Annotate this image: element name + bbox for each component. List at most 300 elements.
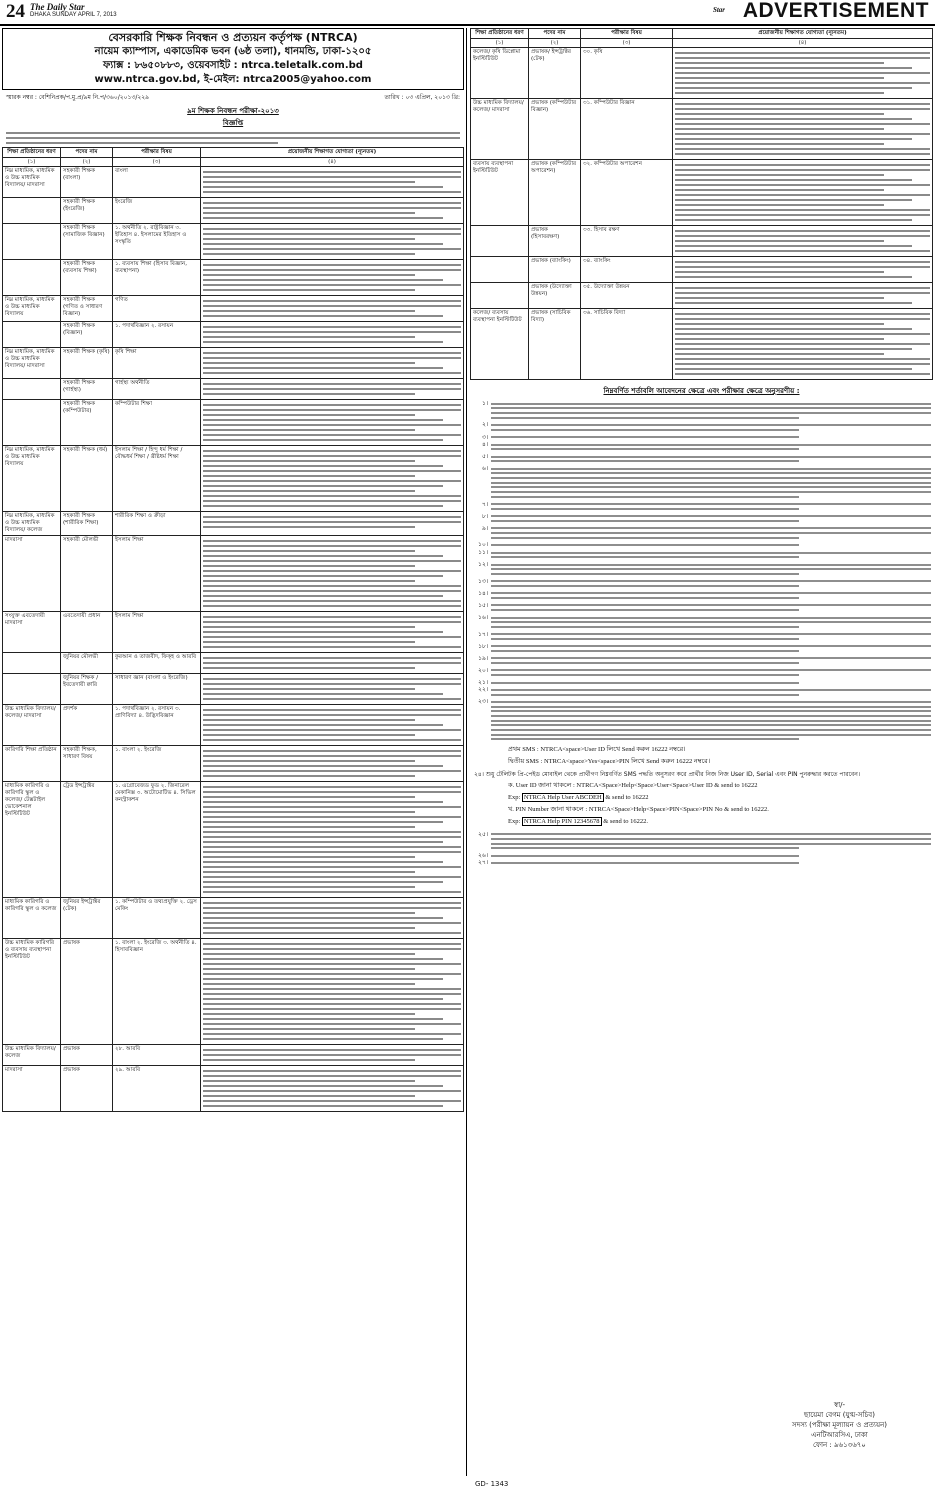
rule-item <box>474 441 931 453</box>
row-post: জুনিয়র ইন্সট্রাক্টর (টেক) <box>61 898 113 939</box>
table-row <box>3 939 464 1045</box>
sms-first: প্রথম SMS : NTRCA<space>User ID লিখে Send করুন 16222 নম্বরে। <box>508 746 686 754</box>
table-row <box>3 348 464 379</box>
row-post: প্রভাষক (কম্পিউটার বিজ্ঞান) <box>529 99 581 160</box>
rule-text <box>491 643 931 655</box>
row-subject: ১. বাংলা ২. ইংরেজি <box>113 746 201 782</box>
row-institution: নিম্ন মাধ্যমিক, মাধ্যমিক ও উচ্চ মাধ্যমিক বিদ্যালয় <box>3 296 61 322</box>
rule-item <box>474 400 931 421</box>
left-column <box>2 28 464 1112</box>
row-post: প্রভাষক (উদ্যোক্তা উন্নয়ন) <box>529 283 581 309</box>
table-row <box>471 309 933 380</box>
memo-line <box>2 90 464 105</box>
qualification-text-lines <box>675 261 930 278</box>
table-row <box>3 1045 464 1066</box>
row-subject: ১. পদার্থবিজ্ঞান ২. রসায়ন ৩. প্রাণিবিদ্যা ৪. উদ্ভিদবিজ্ঞান <box>113 705 201 746</box>
rule-number: ২০। <box>478 666 488 674</box>
rule-item <box>474 679 931 686</box>
signature-block <box>792 1400 887 1450</box>
row-post: জুনিয়র মৌলভী <box>61 653 113 674</box>
row-post: জুনিয়র শিক্ষক / ইবতেদায়ী ক্বারি <box>61 674 113 705</box>
qualification-text-lines <box>203 228 461 255</box>
qualification-text-lines <box>203 678 461 700</box>
row-post: সহকারী শিক্ষক (বিজ্ঞান) <box>61 322 113 348</box>
col-num-3: (৩) <box>113 158 201 167</box>
row-institution: কলেজ/ কৃষি ডিপ্লোমা ইনস্টিটিউট <box>471 48 529 99</box>
rule-text <box>491 561 931 578</box>
qualification-text-lines <box>675 230 930 252</box>
col-institution: শিক্ষা প্রতিষ্ঠানের ধরণ <box>471 29 529 39</box>
qualification-text-lines <box>203 657 461 669</box>
table-row <box>3 379 464 400</box>
rule-number: ১১। <box>478 548 488 556</box>
left-post-table <box>2 147 464 1112</box>
rule-text <box>491 441 931 453</box>
row-subject: ৩৪. ব্যাংকিং <box>581 257 673 283</box>
qualification-text-lines <box>203 202 461 219</box>
row-subject: ১. বাংলা ২. ইংরেজি ৩. অর্থনীতি ৪. হিসাববিজ্ঞান <box>113 939 201 1045</box>
rule-number: ২৩। <box>478 698 488 706</box>
rule-number: ৮। <box>481 512 488 520</box>
row-subject: ইংরেজি <box>113 198 201 224</box>
sms-pin: খ. PIN Number জানা থাকলে : NTRCA<Space>Help<Space>PIN<Space>PIN No & send to 16222. <box>508 805 769 813</box>
col-subject: পরীক্ষার বিষয় <box>581 29 673 39</box>
row-subject: ১. অর্থনীতি ২. রাষ্ট্রবিজ্ঞান ৩. ইতিহাস ৪. ইসলামের ইতিহাস ও সংস্কৃতি <box>113 224 201 260</box>
row-institution <box>471 257 529 283</box>
table-row <box>3 653 464 674</box>
rule-text <box>491 631 931 643</box>
qualification-text-lines <box>203 750 461 777</box>
row-post: প্রভাষক <box>61 1045 113 1066</box>
row-institution <box>3 653 61 674</box>
memo-number: স্মারক নম্বর : বেশিনিপ্রক/প.মু.প্র/৯ম নি.প/৩৬০/২০১৩/২২৯ <box>6 94 150 101</box>
row-qualification <box>201 536 464 612</box>
signatory-role: সদস্য (পরীক্ষা মূল্যায়ন ও প্রত্যয়ন) <box>791 1421 887 1429</box>
row-post: সহকারী শিক্ষক (সামাজিক বিজ্ঞান) <box>61 224 113 260</box>
row-post: সহকারী শিক্ষক (ইংরেজি) <box>61 198 113 224</box>
table-row <box>3 296 464 322</box>
rule-number: ৫। <box>481 452 488 460</box>
qualification-text-lines <box>675 287 930 304</box>
org-contact: ফ্যাক্স : ৮৬৫০৮৮৩, ওয়েবসাইট : ntrca.teletalk.com.bd <box>103 60 363 71</box>
row-post: প্রভাষক (সাচিবিক বিদ্যা) <box>529 309 581 380</box>
org-name: বেসরকারি শিক্ষক নিবন্ধন ও প্রত্যয়ন কর্তৃপক্ষ (NTRCA) <box>108 31 358 44</box>
row-subject: ৩২. কম্পিউটার অপারেশন <box>581 160 673 226</box>
row-qualification <box>201 746 464 782</box>
table-row <box>471 257 933 283</box>
row-institution: নিম্ন মাধ্যমিক, মাধ্যমিক ও উচ্চ মাধ্যমিক বিদ্যালয়/ কলেজ <box>3 512 61 536</box>
col-qualification: প্রয়োজনীয় শিক্ষাগত যোগ্যতা (ন্যূনতম) <box>673 29 933 39</box>
row-institution <box>3 674 61 705</box>
rule-number: ৩। <box>481 433 488 441</box>
row-institution: উচ্চ মাধ্যমিক বিদ্যালয়/ কলেজ/ মাদরাসা <box>3 705 61 746</box>
row-qualification <box>201 224 464 260</box>
intro-text-lines <box>6 132 460 144</box>
col-qualification: প্রয়োজনীয় শিক্ষাগত যোগ্যতা (ন্যূনতম) <box>201 148 464 158</box>
row-qualification <box>201 296 464 322</box>
table-row <box>3 198 464 224</box>
qualification-text-lines <box>203 540 461 607</box>
row-subject: ৩১. কম্পিউটার বিজ্ঞান <box>581 99 673 160</box>
rule-item <box>474 614 931 631</box>
notice-intro <box>2 132 464 144</box>
notice-label: বিজ্ঞপ্তি <box>222 119 244 127</box>
row-qualification <box>201 612 464 653</box>
rule-text <box>491 686 931 698</box>
row-subject: ১. ব্যবসায় শিক্ষা (হিসাব বিজ্ঞান, ব্যবস্থাপনা) <box>113 260 201 296</box>
qualification-text-lines <box>203 1049 461 1061</box>
rule-number: ১২। <box>478 560 488 568</box>
qualification-text-lines <box>203 352 461 374</box>
row-subject: গণিত <box>113 296 201 322</box>
row-post: সহকারী শিক্ষক (কম্পিউটার) <box>61 400 113 446</box>
row-post: প্রভাষক (ব্যাংকিং) <box>529 257 581 283</box>
table-row <box>471 283 933 309</box>
row-subject: ৩০. কৃষি <box>581 48 673 99</box>
rule-item <box>474 421 931 433</box>
rule-number: ৯। <box>481 524 488 532</box>
rule-number: ১৭। <box>478 630 488 638</box>
row-post: সহকারী শিক্ষক (বাংলা) <box>61 167 113 198</box>
rule-item <box>474 549 931 561</box>
row-institution: সংযুক্ত এবতেদায়ী মাদরাসা <box>3 612 61 653</box>
rule-text <box>491 590 931 602</box>
table-row <box>3 898 464 939</box>
row-institution: উচ্চ মাধ্যমিক কারিগরি ও ব্যবসায় ব্যবস্থাপনা ইনস্টিটিউট <box>3 939 61 1045</box>
rule-text <box>491 602 931 614</box>
row-post: সহকারী শিক্ষক (শারীরিক শিক্ষা) <box>61 512 113 536</box>
rule-text <box>491 852 931 859</box>
row-subject: ইসলাম শিক্ষা <box>113 536 201 612</box>
sms-userid-example-suffix: & send to 16222 <box>603 793 649 801</box>
rule-number: ১৪। <box>478 589 488 597</box>
right-table-body <box>471 48 933 380</box>
rule-number: ১০। <box>478 541 488 549</box>
table-row <box>3 782 464 898</box>
exam-title: ৯ম শিক্ষক নিবন্ধন পরীক্ষা-২০১৩ <box>187 107 279 115</box>
rule-text <box>491 465 931 501</box>
row-institution: উচ্চ মাধ্যমিক বিদ্যালয়/ কলেজ/ মাদরাসা <box>471 99 529 160</box>
rule-item <box>474 501 931 513</box>
table-row <box>3 705 464 746</box>
rule-text <box>491 679 931 686</box>
section-title: ADVERTISEMENT <box>742 0 929 22</box>
table-row <box>3 260 464 296</box>
row-subject: ১. পদার্থবিজ্ঞান ২. রসায়ন <box>113 322 201 348</box>
row-subject: ইসলাম শিক্ষা <box>113 612 201 653</box>
rule-item <box>474 602 931 614</box>
rule-number: ১৩। <box>478 577 488 585</box>
rule-item <box>474 655 931 667</box>
row-qualification <box>201 898 464 939</box>
rule-item <box>474 686 931 698</box>
rule-number: ১৬। <box>478 613 488 621</box>
sms-pin-example <box>508 817 931 827</box>
right-column <box>470 28 933 867</box>
col-num-4: (৪) <box>673 39 933 48</box>
rule-item <box>474 453 931 465</box>
rules-title: নিম্নবর্ণিত শর্তাবলি আবেদনের ক্ষেত্রে এবং পরীক্ষার ক্ষেত্রে অনুসরণীয় : <box>603 387 800 395</box>
row-qualification <box>673 309 933 380</box>
rule-number: ২৬। <box>478 852 488 859</box>
rule-number: ১৫। <box>478 601 488 609</box>
row-institution <box>471 283 529 309</box>
rule-text <box>491 400 931 421</box>
row-institution: মাধ্যমিক কারিগরি ও কারিগরি স্কুল ও কলেজ/ টেক্সটাইল ভোকেশনাল ইনস্টিটিউট <box>3 782 61 898</box>
qualification-text-lines <box>203 300 461 317</box>
left-table-body <box>3 167 464 1112</box>
row-post: সহকারী শিক্ষক, সাধারণ বিষয় <box>61 746 113 782</box>
rule-text <box>491 541 931 548</box>
row-qualification <box>673 226 933 257</box>
row-subject: কুরআন ও তাজবীদ, ফিক্হ ও আরবি <box>113 653 201 674</box>
sms-pin-example-code: NTRCA Help PIN 12345678 <box>523 817 600 825</box>
org-address: নায়েম ক্যাম্পাস, একাডেমিক ভবন (৬ষ্ঠ তলা), ধানমন্ডি, ঢাকা-১২০৫ <box>94 46 372 57</box>
row-post: সহকারী মৌলভী <box>61 536 113 612</box>
qualification-text-lines <box>203 404 461 441</box>
row-institution: ব্যবসায় ব্যবস্থাপনা ইনস্টিটিউট <box>471 160 529 226</box>
row-post: প্রদর্শক <box>61 705 113 746</box>
row-qualification <box>673 257 933 283</box>
row-institution: মাদরাসা <box>3 536 61 612</box>
col-post: পদের নাম <box>529 29 581 39</box>
sms-second: দ্বিতীয় SMS : NTRCA<space>Yes<space>PIN লিখে Send করুন 16222 নম্বরে। <box>508 758 711 766</box>
qualification-text-lines <box>203 383 461 395</box>
row-subject: ২৮. আরবি <box>113 1045 201 1066</box>
rule-text <box>491 655 931 667</box>
rule-number: ৭। <box>481 500 488 508</box>
row-subject: ৩৫. উদ্যোক্তা উন্নয়ন <box>581 283 673 309</box>
rule-text <box>491 434 931 441</box>
rule-item <box>474 698 931 743</box>
row-institution <box>3 322 61 348</box>
row-institution: নিম্ন মাধ্যমিক, মাধ্যমিক ও উচ্চ মাধ্যমিক বিদ্যালয় <box>3 446 61 512</box>
sms-block <box>470 745 933 867</box>
table-row <box>3 512 464 536</box>
row-qualification <box>201 674 464 705</box>
sms-userid-example-prefix: Exp: <box>508 793 522 801</box>
col-post: পদের নাম <box>61 148 113 158</box>
table-row <box>471 226 933 257</box>
qualification-text-lines <box>675 313 930 375</box>
qualification-text-lines <box>203 616 461 648</box>
row-qualification <box>201 1045 464 1066</box>
newspaper-name: The Daily Star <box>30 2 85 12</box>
rule-number: ৪। <box>481 440 488 448</box>
page-number: 24 <box>6 1 25 22</box>
rule-text <box>491 698 931 743</box>
sms-userid-example <box>508 793 931 803</box>
row-post: এবতেদায়ী প্রধান <box>61 612 113 653</box>
qualification-text-lines <box>675 164 930 221</box>
table-row <box>3 746 464 782</box>
table-row <box>3 167 464 198</box>
table-row <box>3 612 464 653</box>
sms-pin-example-prefix: Exp: <box>508 817 522 825</box>
rule-number: ২৭। <box>478 859 488 867</box>
gd-code: GD- 1343 <box>475 1480 509 1488</box>
row-post: সহকারী শিক্ষক (গণিত ও সাধারণ বিজ্ঞান) <box>61 296 113 322</box>
col-num-2: (২) <box>529 39 581 48</box>
row-institution: কলেজ/ ব্যবসায় ব্যবস্থাপনা ইনস্টিটিউট <box>471 309 529 380</box>
rule-text <box>491 578 931 590</box>
row-qualification <box>201 379 464 400</box>
col-subject: পরীক্ষার বিষয় <box>113 148 201 158</box>
sms-userid-example-code: NTRCA Help User ABCDEH <box>523 793 602 801</box>
row-qualification <box>201 198 464 224</box>
row-institution <box>3 198 61 224</box>
qualification-text-lines <box>675 103 930 155</box>
row-qualification <box>201 167 464 198</box>
row-post: সহকারী শিক্ষক (ব্যবসায় শিক্ষা) <box>61 260 113 296</box>
rule-item <box>474 513 931 525</box>
table-row <box>3 536 464 612</box>
row-qualification <box>201 782 464 898</box>
row-post: সহকারী শিক্ষক (গার্হস্থ্য) <box>61 379 113 400</box>
row-qualification <box>673 48 933 99</box>
row-subject: ৩৩. হিসাব রক্ষণ <box>581 226 673 257</box>
qualification-text-lines <box>203 450 461 507</box>
qualification-text-lines <box>675 52 930 94</box>
row-subject: ১. কম্পিউটার ও তথ্যপ্রযুক্তি ২. ড্রেস মেকিং <box>113 898 201 939</box>
rule-number: ১। <box>481 400 488 407</box>
qualification-text-lines <box>203 709 461 741</box>
row-qualification <box>201 1066 464 1112</box>
table-row <box>3 446 464 512</box>
table-row <box>3 224 464 260</box>
row-qualification <box>201 322 464 348</box>
rule-item <box>474 434 931 441</box>
rule-item <box>474 561 931 578</box>
qualification-text-lines <box>203 902 461 934</box>
rule-text <box>491 614 931 631</box>
rule-number: ৬। <box>481 465 488 473</box>
rule-item <box>474 643 931 655</box>
row-subject: কম্পিউটার শিক্ষা <box>113 400 201 446</box>
row-post: প্রভাষক <box>61 1066 113 1112</box>
signatory-name: ছায়েমা বেগম (যুগ্ম-সচিব) <box>804 1411 875 1419</box>
rule-item <box>474 667 931 679</box>
row-qualification <box>201 939 464 1045</box>
row-post: সহকারী শিক্ষক (কৃষি) <box>61 348 113 379</box>
qualification-text-lines <box>203 516 461 528</box>
row-post: প্রভাষক/ ইন্সট্রাক্টর (টেক) <box>529 48 581 99</box>
rule-27 <box>474 859 931 866</box>
row-qualification <box>673 160 933 226</box>
signature-mark: স্বা/- <box>833 1401 846 1409</box>
qualification-text-lines <box>203 171 461 193</box>
sms-rule <box>474 771 931 778</box>
qualification-text-lines <box>203 1070 461 1107</box>
org-web: www.ntrca.gov.bd, ই-মেইল: ntrca2005@yahoo.com <box>94 74 372 85</box>
newspaper-masthead <box>0 0 935 26</box>
rule-25 <box>474 831 931 852</box>
row-institution <box>3 400 61 446</box>
table-row <box>471 160 933 226</box>
table-row <box>3 674 464 705</box>
table-row <box>3 322 464 348</box>
star-mark: Star <box>712 6 725 14</box>
row-institution: নিম্ন মাধ্যমিক, মাধ্যমিক ও উচ্চ মাধ্যমিক বিদ্যালয়/ মাদরাসা <box>3 167 61 198</box>
row-qualification <box>201 260 464 296</box>
rule-item <box>474 590 931 602</box>
row-post: প্রভাষক (কম্পিউটার অপারেশন) <box>529 160 581 226</box>
row-subject: সাধারণ জ্ঞান (বাংলা ও ইংরেজি) <box>113 674 201 705</box>
row-institution: মাদরাসা <box>3 1066 61 1112</box>
rule-text <box>491 421 931 433</box>
row-institution <box>471 226 529 257</box>
rule-text <box>491 453 931 465</box>
row-qualification <box>201 705 464 746</box>
row-institution <box>3 379 61 400</box>
rule-text <box>491 513 931 525</box>
qualification-text-lines <box>203 943 461 1040</box>
row-institution: কারিগরি শিক্ষা প্রতিষ্ঠান <box>3 746 61 782</box>
signatory-phone: ফোন : ৯৬১৩৬৭০ <box>813 1441 866 1449</box>
col-institution: শিক্ষা প্রতিষ্ঠানের ধরণ <box>3 148 61 158</box>
rule-text <box>491 859 931 866</box>
qualification-text-lines <box>203 326 461 343</box>
col-num-3: (৩) <box>581 39 673 48</box>
row-post: ট্রেড ইন্সট্রাক্টর <box>61 782 113 898</box>
row-subject: বাংলা <box>113 167 201 198</box>
sms-userid: ক. User ID জানা থাকলে : NTRCA<Space>Help<Space>User<Space>User ID & send to 16222 <box>508 781 758 789</box>
table-row <box>3 1066 464 1112</box>
rule-number: ১৮। <box>478 642 488 650</box>
right-post-table <box>470 28 933 380</box>
dateline: DHAKA SUNDAY APRIL 7, 2013 <box>30 12 117 18</box>
notice-header <box>2 28 464 90</box>
rule-item <box>474 465 931 501</box>
rule-number: ১৯। <box>478 654 488 662</box>
rule-number: ২৫। <box>478 830 488 838</box>
rule-item <box>474 541 931 548</box>
row-subject: ইসলাম শিক্ষা / হিন্দু ধর্ম শিক্ষা / বৌদ্ধধর্ম শিক্ষা / খ্রীষ্টধর্ম শিক্ষা <box>113 446 201 512</box>
rule-text <box>491 525 931 542</box>
row-qualification <box>201 512 464 536</box>
rule-text <box>491 831 931 852</box>
col-num-4: (৪) <box>201 158 464 167</box>
row-institution: নিম্ন মাধ্যমিক, মাধ্যমিক ও উচ্চ মাধ্যমিক বিদ্যালয়/ মাদরাসা <box>3 348 61 379</box>
row-subject: ৩৬. সাচিবিক বিদ্যা <box>581 309 673 380</box>
row-post: সহকারী শিক্ষক (ধর্ম) <box>61 446 113 512</box>
row-subject: গার্হস্থ্য অর্থনীতি <box>113 379 201 400</box>
rule-text <box>491 501 931 513</box>
memo-date: তারিখ : ০৩ এপ্রিল, ২০১৩ খ্রি: <box>384 94 460 101</box>
row-institution: উচ্চ মাধ্যমিক বিদ্যালয়/ কলেজ <box>3 1045 61 1066</box>
row-post: প্রভাষক (হিসাবরক্ষণ) <box>529 226 581 257</box>
row-post: প্রভাষক <box>61 939 113 1045</box>
sms-pin-example-suffix: & send to 16222. <box>601 817 648 825</box>
row-subject: কৃষি শিক্ষা <box>113 348 201 379</box>
row-qualification <box>201 348 464 379</box>
row-qualification <box>673 99 933 160</box>
rule-26 <box>474 852 931 859</box>
rule-text <box>491 667 931 679</box>
rule-text <box>491 549 931 561</box>
rule-item <box>474 525 931 542</box>
qualification-text-lines <box>203 264 461 291</box>
rule-item <box>474 631 931 643</box>
rule-number: ২১। <box>478 678 488 686</box>
table-row <box>3 400 464 446</box>
table-row <box>471 48 933 99</box>
row-qualification <box>201 653 464 674</box>
rule-number: ২২। <box>478 686 488 694</box>
qualification-text-lines <box>203 786 461 893</box>
row-subject: ২৯. আরবি <box>113 1066 201 1112</box>
rule-item <box>474 578 931 590</box>
